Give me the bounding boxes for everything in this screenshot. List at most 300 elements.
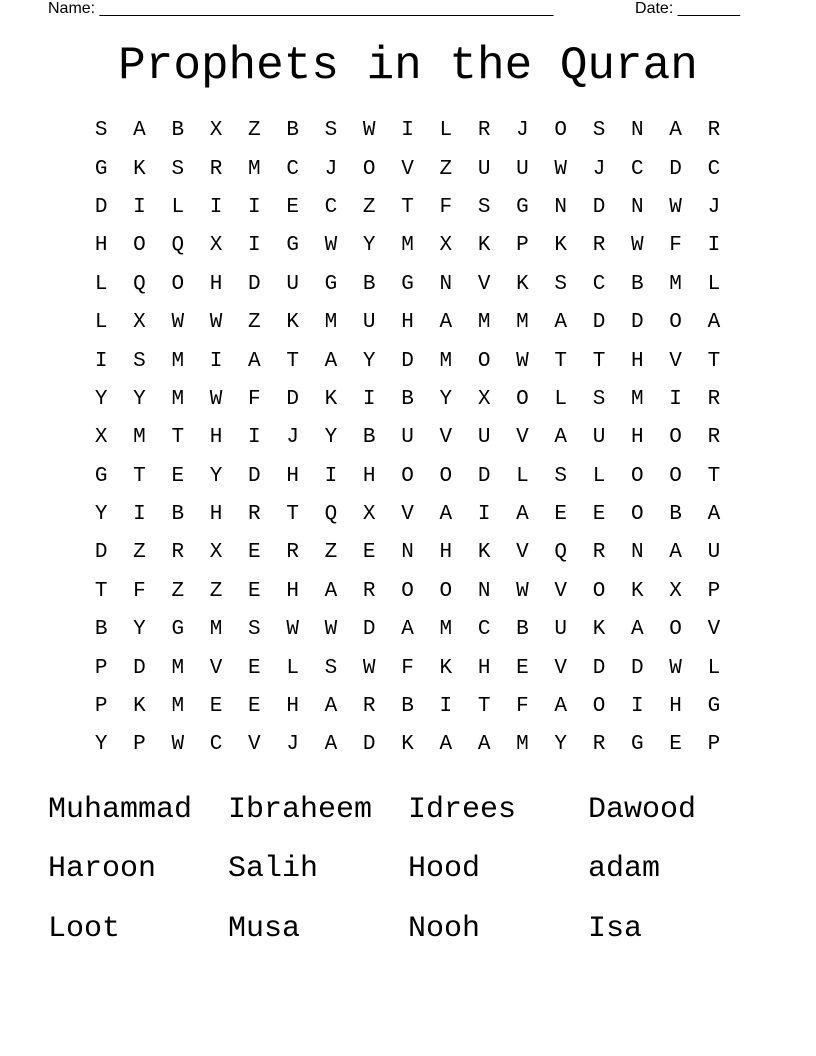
grid-cell[interactable]: O [362, 157, 376, 181]
grid-cell[interactable]: S [171, 157, 185, 181]
grid-cell[interactable]: C [592, 272, 606, 296]
grid-cell[interactable]: K [554, 234, 568, 258]
grid-cell[interactable]: O [516, 387, 529, 411]
grid-cell[interactable]: U [286, 272, 299, 296]
grid-cell[interactable]: P [94, 656, 108, 680]
grid-cell[interactable]: H [401, 311, 414, 335]
grid-cell[interactable]: A [324, 349, 338, 373]
grid-cell[interactable]: M [631, 387, 644, 411]
grid-cell[interactable]: V [477, 272, 491, 296]
grid-cell[interactable]: K [401, 733, 414, 757]
grid-cell[interactable]: K [286, 311, 299, 335]
grid-cell[interactable]: Z [362, 195, 376, 219]
grid-cell[interactable]: H [362, 464, 376, 488]
grid-cell[interactable]: G [286, 234, 299, 258]
grid-cell[interactable]: S [248, 618, 261, 642]
grid-cell[interactable]: U [707, 541, 721, 565]
grid-cell[interactable]: V [209, 656, 223, 680]
grid-cell[interactable]: J [707, 195, 721, 219]
grid-cell[interactable]: C [477, 618, 491, 642]
grid-cell[interactable]: W [516, 579, 529, 603]
grid-cell[interactable]: X [439, 234, 453, 258]
grid-cell[interactable]: G [171, 618, 185, 642]
grid-cell[interactable]: Y [209, 464, 223, 488]
grid-cell[interactable]: V [554, 579, 568, 603]
grid-cell[interactable]: Y [324, 426, 338, 450]
grid-cell[interactable]: Q [324, 503, 338, 527]
grid-cell[interactable]: B [631, 272, 644, 296]
grid-cell[interactable]: O [439, 464, 453, 488]
grid-cell[interactable]: D [592, 656, 606, 680]
grid-cell[interactable]: O [631, 464, 644, 488]
grid-cell[interactable]: Y [362, 234, 376, 258]
grid-cell[interactable]: K [439, 656, 453, 680]
grid-cell[interactable]: V [401, 157, 414, 181]
grid-cell[interactable]: T [401, 195, 414, 219]
grid-cell[interactable]: I [209, 349, 223, 373]
grid-cell[interactable]: R [707, 119, 721, 143]
grid-cell[interactable]: F [401, 656, 414, 680]
grid-cell[interactable]: W [209, 311, 223, 335]
grid-cell[interactable]: K [133, 695, 146, 719]
grid-cell[interactable]: E [362, 541, 376, 565]
grid-cell[interactable]: K [477, 541, 491, 565]
grid-cell[interactable]: D [248, 272, 261, 296]
grid-cell[interactable]: M [171, 349, 185, 373]
grid-cell[interactable]: H [209, 503, 223, 527]
grid-cell[interactable]: W [516, 349, 529, 373]
grid-cell[interactable]: S [324, 119, 338, 143]
grid-cell[interactable]: I [248, 234, 261, 258]
grid-cell[interactable]: G [707, 695, 721, 719]
grid-cell[interactable]: W [324, 618, 338, 642]
grid-cell[interactable]: Y [133, 387, 146, 411]
grid-cell[interactable]: H [477, 656, 491, 680]
grid-cell[interactable]: E [592, 503, 606, 527]
grid-cell[interactable]: E [171, 464, 185, 488]
grid-cell[interactable]: X [362, 503, 376, 527]
grid-cell[interactable]: N [477, 579, 491, 603]
grid-cell[interactable]: L [707, 272, 721, 296]
grid-cell[interactable]: X [133, 311, 146, 335]
grid-cell[interactable]: P [94, 695, 108, 719]
grid-cell[interactable]: D [631, 656, 644, 680]
grid-cell[interactable]: T [477, 695, 491, 719]
grid-cell[interactable]: E [248, 695, 261, 719]
grid-cell[interactable]: X [94, 426, 108, 450]
grid-cell[interactable]: J [516, 119, 529, 143]
grid-cell[interactable]: Y [94, 387, 108, 411]
grid-cell[interactable]: U [477, 157, 491, 181]
grid-cell[interactable]: B [362, 272, 376, 296]
grid-cell[interactable]: I [248, 195, 261, 219]
grid-cell[interactable]: E [248, 579, 261, 603]
grid-cell[interactable]: L [707, 656, 721, 680]
grid-cell[interactable]: Z [248, 311, 261, 335]
grid-cell[interactable]: F [669, 234, 682, 258]
grid-cell[interactable]: I [707, 234, 721, 258]
grid-cell[interactable]: D [592, 195, 606, 219]
grid-cell[interactable]: M [516, 311, 529, 335]
grid-cell[interactable]: R [707, 387, 721, 411]
grid-cell[interactable]: H [209, 426, 223, 450]
grid-cell[interactable]: A [401, 618, 414, 642]
grid-cell[interactable]: T [94, 579, 108, 603]
word-item: Idrees [408, 792, 517, 827]
grid-cell[interactable]: K [477, 234, 491, 258]
grid-cell[interactable]: L [554, 387, 568, 411]
grid-cell[interactable]: M [171, 695, 185, 719]
grid-cell[interactable]: V [248, 733, 261, 757]
grid-cell[interactable]: W [362, 119, 376, 143]
grid-cell[interactable]: G [94, 157, 108, 181]
grid-cell[interactable]: D [592, 311, 606, 335]
grid-cell[interactable]: A [554, 695, 568, 719]
grid-cell[interactable]: U [554, 618, 568, 642]
grid-cell[interactable]: R [707, 426, 721, 450]
grid-cell[interactable]: D [94, 195, 108, 219]
grid-cell[interactable]: E [554, 503, 568, 527]
grid-cell[interactable]: X [477, 387, 491, 411]
grid-cell[interactable]: K [592, 618, 606, 642]
grid-cell[interactable]: N [554, 195, 568, 219]
grid-cell[interactable]: O [401, 464, 414, 488]
grid-cell[interactable]: A [707, 311, 721, 335]
grid-cell[interactable]: M [171, 656, 185, 680]
grid-cell[interactable]: G [94, 464, 108, 488]
grid-cell[interactable]: A [554, 426, 568, 450]
grid-cell[interactable]: I [248, 426, 261, 450]
grid-cell[interactable]: O [669, 618, 682, 642]
grid-cell[interactable]: S [477, 195, 491, 219]
grid-cell[interactable]: R [362, 579, 376, 603]
grid-cell[interactable]: M [439, 349, 453, 373]
grid-cell[interactable]: W [554, 157, 568, 181]
grid-cell[interactable]: D [133, 656, 146, 680]
grid-cell[interactable]: S [554, 464, 568, 488]
grid-cell[interactable]: Z [324, 541, 338, 565]
grid-cell[interactable]: C [707, 157, 721, 181]
grid-cell[interactable]: O [631, 503, 644, 527]
grid-cell[interactable]: O [592, 695, 606, 719]
grid-cell[interactable]: H [669, 695, 682, 719]
grid-cell[interactable]: P [516, 234, 529, 258]
grid-cell[interactable]: H [439, 541, 453, 565]
grid-cell[interactable]: J [592, 157, 606, 181]
grid-cell[interactable]: R [248, 503, 261, 527]
grid-cell[interactable]: M [439, 618, 453, 642]
grid-cell[interactable]: G [401, 272, 414, 296]
grid-cell[interactable]: O [133, 234, 146, 258]
grid-cell[interactable]: M [171, 387, 185, 411]
grid-cell[interactable]: M [133, 426, 146, 450]
grid-cell[interactable]: W [669, 656, 682, 680]
grid-cell[interactable]: L [286, 656, 299, 680]
grid-cell[interactable]: W [286, 618, 299, 642]
grid-cell[interactable]: P [707, 733, 721, 757]
grid-cell[interactable]: S [94, 119, 108, 143]
grid-cell[interactable]: D [362, 733, 376, 757]
grid-cell[interactable]: R [477, 119, 491, 143]
grid-cell[interactable]: I [94, 349, 108, 373]
grid-cell[interactable]: O [477, 349, 491, 373]
grid-cell[interactable]: P [133, 733, 146, 757]
grid-cell[interactable]: T [286, 349, 299, 373]
grid-cell[interactable]: I [401, 119, 414, 143]
grid-cell[interactable]: M [248, 157, 261, 181]
grid-cell[interactable]: N [439, 272, 453, 296]
grid-cell[interactable]: J [286, 426, 299, 450]
grid-cell[interactable]: D [401, 349, 414, 373]
grid-cell[interactable]: H [631, 426, 644, 450]
grid-cell[interactable]: O [554, 119, 568, 143]
grid-cell[interactable]: I [362, 387, 376, 411]
grid-cell[interactable]: O [669, 311, 682, 335]
grid-cell[interactable]: W [669, 195, 682, 219]
grid-cell[interactable]: X [209, 234, 223, 258]
grid-cell[interactable]: B [94, 618, 108, 642]
grid-cell[interactable]: U [477, 426, 491, 450]
grid-cell[interactable]: O [592, 579, 606, 603]
grid-cell[interactable]: V [554, 656, 568, 680]
grid-cell[interactable]: K [324, 387, 338, 411]
grid-cell[interactable]: L [592, 464, 606, 488]
grid-cell[interactable]: M [401, 234, 414, 258]
grid-cell[interactable]: R [362, 695, 376, 719]
grid-cell[interactable]: Q [133, 272, 146, 296]
grid-cell[interactable]: H [286, 695, 299, 719]
grid-cell[interactable]: N [401, 541, 414, 565]
grid-cell[interactable]: W [362, 656, 376, 680]
grid-cell[interactable]: X [209, 119, 223, 143]
grid-cell[interactable]: Y [554, 733, 568, 757]
grid-cell[interactable]: F [516, 695, 529, 719]
grid-cell[interactable]: K [631, 579, 644, 603]
grid-cell[interactable]: X [669, 579, 682, 603]
date-field[interactable]: Date: _______ [635, 0, 740, 17]
grid-cell[interactable]: A [248, 349, 261, 373]
grid-cell[interactable]: Y [94, 503, 108, 527]
grid-cell[interactable]: Y [133, 618, 146, 642]
grid-cell[interactable]: F [133, 579, 146, 603]
word-row [48, 780, 768, 840]
grid-cell[interactable]: A [324, 733, 338, 757]
grid-cell[interactable]: D [477, 464, 491, 488]
grid-cell[interactable]: S [324, 656, 338, 680]
grid-cell[interactable]: A [554, 311, 568, 335]
grid-cell[interactable]: R [171, 541, 185, 565]
grid-cell[interactable]: T [286, 503, 299, 527]
grid-cell[interactable]: V [516, 426, 529, 450]
grid-cell[interactable]: L [439, 119, 453, 143]
grid-cell[interactable]: A [439, 311, 453, 335]
grid-cell[interactable]: L [171, 195, 185, 219]
grid-cell[interactable]: H [631, 349, 644, 373]
header-line [48, 0, 740, 18]
grid-cell[interactable]: L [94, 311, 108, 335]
grid-cell[interactable]: Y [439, 387, 453, 411]
grid-cell[interactable]: A [707, 503, 721, 527]
grid-cell[interactable]: C [209, 733, 223, 757]
grid-cell[interactable]: T [707, 349, 721, 373]
grid-row [82, 342, 733, 380]
grid-cell[interactable]: B [401, 695, 414, 719]
grid-cell[interactable]: V [516, 541, 529, 565]
grid-cell[interactable]: B [362, 426, 376, 450]
grid-cell[interactable]: T [592, 349, 606, 373]
grid-cell[interactable]: A [631, 618, 644, 642]
grid-cell[interactable]: I [477, 503, 491, 527]
word-row [48, 840, 768, 900]
grid-cell[interactable]: I [209, 195, 223, 219]
grid-cell[interactable]: Z [133, 541, 146, 565]
grid-cell[interactable]: J [286, 733, 299, 757]
grid-row [82, 419, 733, 457]
grid-cell[interactable]: L [516, 464, 529, 488]
grid-cell[interactable]: W [171, 733, 185, 757]
grid-cell[interactable]: A [324, 695, 338, 719]
word-item: Haroon [48, 852, 157, 887]
grid-cell[interactable]: X [209, 541, 223, 565]
grid-cell[interactable]: U [592, 426, 606, 450]
grid-cell[interactable]: B [286, 119, 299, 143]
grid-cell[interactable]: Q [554, 541, 568, 565]
grid-cell[interactable]: S [592, 119, 606, 143]
grid-cell[interactable]: I [631, 695, 644, 719]
grid-cell[interactable]: B [516, 618, 529, 642]
grid-cell[interactable]: E [286, 195, 299, 219]
grid-cell[interactable]: O [171, 272, 185, 296]
grid-cell[interactable]: E [248, 541, 261, 565]
grid-cell[interactable]: T [554, 349, 568, 373]
grid-cell[interactable]: G [631, 733, 644, 757]
grid-cell[interactable]: A [324, 579, 338, 603]
grid-cell[interactable]: H [286, 464, 299, 488]
grid-cell[interactable]: C [286, 157, 299, 181]
grid-cell[interactable]: O [669, 464, 682, 488]
grid-cell[interactable]: V [707, 618, 721, 642]
grid-cell[interactable]: O [401, 579, 414, 603]
grid-cell[interactable]: B [669, 503, 682, 527]
grid-cell[interactable]: M [209, 618, 223, 642]
grid-cell[interactable]: V [669, 349, 682, 373]
grid-cell[interactable]: S [554, 272, 568, 296]
grid-cell[interactable]: I [669, 387, 682, 411]
grid-cell[interactable]: A [439, 733, 453, 757]
name-field[interactable]: Name: ___________________________________________________ [48, 0, 554, 17]
grid-cell[interactable]: D [669, 157, 682, 181]
grid-cell[interactable]: Z [439, 157, 453, 181]
grid-cell[interactable]: N [631, 119, 644, 143]
grid-cell[interactable]: D [248, 464, 261, 488]
grid-cell[interactable]: E [209, 695, 223, 719]
grid-cell[interactable]: C [631, 157, 644, 181]
grid-cell[interactable]: A [669, 541, 682, 565]
grid-cell[interactable]: P [707, 579, 721, 603]
grid-row [82, 611, 733, 649]
grid-cell[interactable]: Y [94, 733, 108, 757]
grid-cell[interactable]: B [171, 503, 185, 527]
grid-cell[interactable]: T [707, 464, 721, 488]
grid-cell[interactable]: R [592, 541, 606, 565]
grid-cell[interactable]: J [324, 157, 338, 181]
grid-cell[interactable]: W [209, 387, 223, 411]
grid-cell[interactable]: R [592, 234, 606, 258]
page-title: Prophets in the Quran [118, 40, 698, 92]
grid-cell[interactable]: A [669, 119, 682, 143]
grid-cell[interactable]: N [631, 195, 644, 219]
grid-cell[interactable]: T [171, 426, 185, 450]
grid-cell[interactable]: U [516, 157, 529, 181]
grid-cell[interactable]: K [133, 157, 146, 181]
grid-cell[interactable]: B [401, 387, 414, 411]
grid-cell[interactable]: U [362, 311, 376, 335]
grid-cell[interactable]: R [209, 157, 223, 181]
grid-cell[interactable]: Z [171, 579, 185, 603]
grid-cell[interactable]: E [669, 733, 682, 757]
grid-cell[interactable]: D [631, 311, 644, 335]
grid-cell[interactable]: A [516, 503, 529, 527]
grid-cell[interactable]: E [516, 656, 529, 680]
grid-cell[interactable]: G [516, 195, 529, 219]
grid-cell[interactable]: O [439, 579, 453, 603]
grid-cell[interactable]: L [94, 272, 108, 296]
grid-cell[interactable]: D [362, 618, 376, 642]
grid-cell[interactable]: F [439, 195, 453, 219]
grid-cell[interactable]: M [669, 272, 682, 296]
grid-cell[interactable]: C [324, 195, 338, 219]
grid-cell[interactable]: W [631, 234, 644, 258]
grid-cell[interactable]: H [286, 579, 299, 603]
grid-cell[interactable]: B [171, 119, 185, 143]
grid-cell[interactable]: S [592, 387, 606, 411]
grid-cell[interactable]: A [477, 733, 491, 757]
grid-cell[interactable]: S [133, 349, 146, 373]
grid-cell[interactable]: H [209, 272, 223, 296]
grid-cell[interactable]: O [669, 426, 682, 450]
grid-cell[interactable]: Z [209, 579, 223, 603]
grid-cell[interactable]: R [286, 541, 299, 565]
grid-cell[interactable]: U [401, 426, 414, 450]
grid-cell[interactable]: D [94, 541, 108, 565]
grid-cell[interactable]: Y [362, 349, 376, 373]
grid-cell[interactable]: I [133, 195, 146, 219]
grid-cell[interactable]: G [324, 272, 338, 296]
grid-cell[interactable]: V [401, 503, 414, 527]
grid-cell[interactable]: M [477, 311, 491, 335]
grid-cell[interactable]: K [516, 272, 529, 296]
grid-cell[interactable]: W [171, 311, 185, 335]
grid-cell[interactable]: E [248, 656, 261, 680]
grid-cell[interactable]: F [248, 387, 261, 411]
grid-cell[interactable]: I [324, 464, 338, 488]
grid-cell[interactable]: D [286, 387, 299, 411]
grid-cell[interactable]: R [592, 733, 606, 757]
grid-cell[interactable]: Q [171, 234, 185, 258]
grid-cell[interactable]: I [439, 695, 453, 719]
grid-cell[interactable]: I [133, 503, 146, 527]
grid-cell[interactable]: A [133, 119, 146, 143]
grid-cell[interactable]: M [516, 733, 529, 757]
grid-cell[interactable]: Z [248, 119, 261, 143]
grid-cell[interactable]: V [439, 426, 453, 450]
grid-cell[interactable]: N [631, 541, 644, 565]
grid-cell[interactable]: M [324, 311, 338, 335]
grid-cell[interactable]: H [94, 234, 108, 258]
grid-cell[interactable]: W [324, 234, 338, 258]
grid-cell[interactable]: A [439, 503, 453, 527]
grid-cell[interactable]: T [133, 464, 146, 488]
